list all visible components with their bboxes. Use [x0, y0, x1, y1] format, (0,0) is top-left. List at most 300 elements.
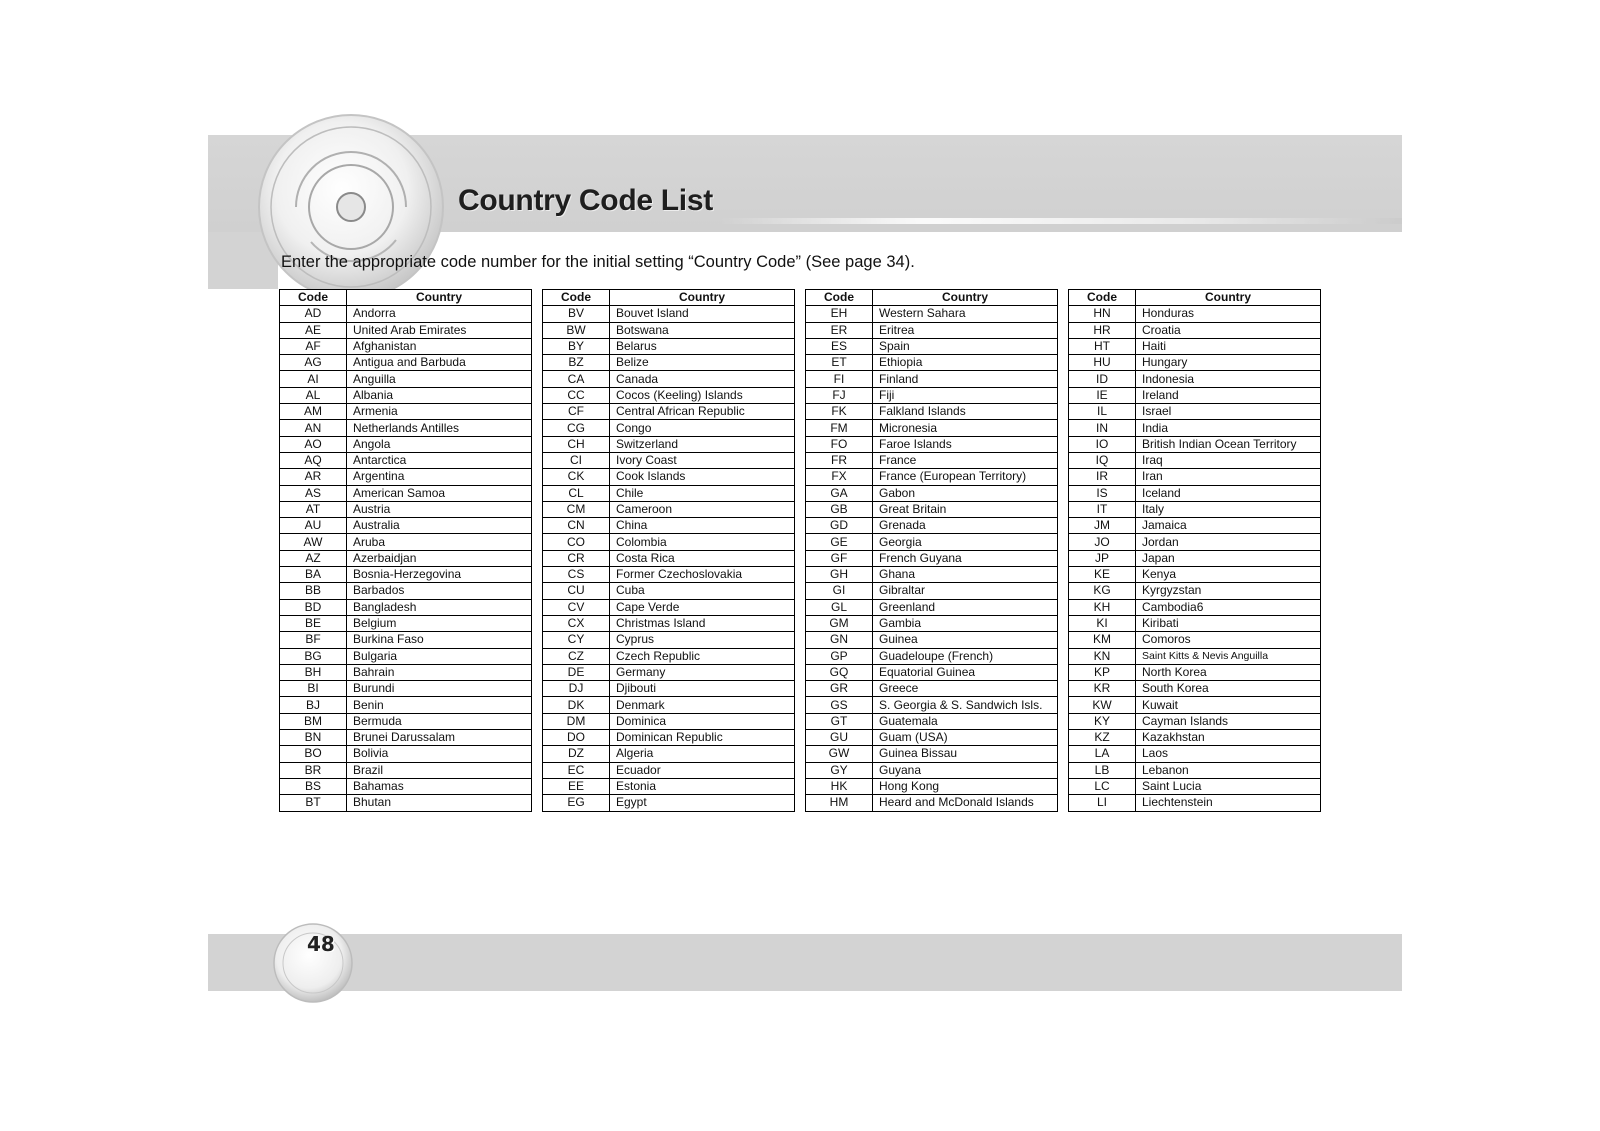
- table-row: [280, 713, 532, 729]
- country-name-cell: Ecuador: [610, 762, 795, 778]
- disc-icon: [256, 112, 446, 302]
- country-name-cell: Armenia: [347, 404, 532, 420]
- country-name-cell: Gambia: [873, 615, 1058, 631]
- country-name-cell: South Korea: [1136, 681, 1321, 697]
- table-row: [280, 485, 532, 501]
- table-row: [543, 615, 795, 631]
- table-row: [1069, 469, 1321, 485]
- country-name-cell: Chile: [610, 485, 795, 501]
- page-number: 48: [307, 932, 335, 956]
- table-row: [280, 534, 532, 550]
- country-name-cell: Aruba: [347, 534, 532, 550]
- table-row: [1069, 664, 1321, 680]
- country-code-cell: DK: [543, 697, 610, 713]
- country-name-cell: Bolivia: [347, 746, 532, 762]
- country-name-cell: Gabon: [873, 485, 1058, 501]
- country-name-cell: Dominica: [610, 713, 795, 729]
- country-name-cell: Belarus: [610, 338, 795, 354]
- country-name-cell: Micronesia: [873, 420, 1058, 436]
- country-name-cell: Greenland: [873, 599, 1058, 615]
- table-row: [543, 730, 795, 746]
- country-name-cell: Ireland: [1136, 387, 1321, 403]
- country-code-cell: AN: [280, 420, 347, 436]
- country-code-cell: GA: [806, 485, 873, 501]
- table-header-row: [280, 290, 532, 306]
- country-code-cell: AZ: [280, 550, 347, 566]
- country-code-cell: AT: [280, 501, 347, 517]
- country-code-cell: AG: [280, 355, 347, 371]
- country-code-cell: FK: [806, 404, 873, 420]
- country-code-table: [542, 289, 795, 812]
- country-code-cell: GB: [806, 501, 873, 517]
- country-code-cell: CA: [543, 371, 610, 387]
- table-row: [806, 762, 1058, 778]
- country-name-cell: Albania: [347, 387, 532, 403]
- country-code-cell: BB: [280, 583, 347, 599]
- country-name-cell: Burkina Faso: [347, 632, 532, 648]
- table-row: [543, 746, 795, 762]
- country-code-cell: FM: [806, 420, 873, 436]
- country-code-cell: CY: [543, 632, 610, 648]
- table-row: [280, 583, 532, 599]
- country-code-cell: KH: [1069, 599, 1136, 615]
- country-code-cell: FX: [806, 469, 873, 485]
- country-name-cell: Cuba: [610, 583, 795, 599]
- table-row: [543, 632, 795, 648]
- table-row: [280, 648, 532, 664]
- country-name-cell: Azerbaidjan: [347, 550, 532, 566]
- country-name-cell: Guinea Bissau: [873, 746, 1058, 762]
- country-name-cell: Liechtenstein: [1136, 795, 1321, 811]
- country-code-cell: LB: [1069, 762, 1136, 778]
- country-name-cell: Saint Kitts & Nevis Anguilla: [1136, 648, 1321, 664]
- table-header-row: [543, 290, 795, 306]
- table-row: [806, 355, 1058, 371]
- table-row: [280, 632, 532, 648]
- country-code-cell: BG: [280, 648, 347, 664]
- country-code-cell: BE: [280, 615, 347, 631]
- table-row: [806, 583, 1058, 599]
- country-name-cell: Barbados: [347, 583, 532, 599]
- table-row: [806, 746, 1058, 762]
- country-name-cell: Western Sahara: [873, 306, 1058, 322]
- country-name-cell: Burundi: [347, 681, 532, 697]
- country-code-cell: BD: [280, 599, 347, 615]
- country-code-cell: LA: [1069, 746, 1136, 762]
- country-name-cell: United Arab Emirates: [347, 322, 532, 338]
- table-row: [280, 550, 532, 566]
- country-name-cell: British Indian Ocean Territory: [1136, 436, 1321, 452]
- table-row: [806, 664, 1058, 680]
- country-name-cell: Iraq: [1136, 452, 1321, 468]
- table-row: [543, 387, 795, 403]
- table-row: [280, 681, 532, 697]
- country-name-cell: Bahrain: [347, 664, 532, 680]
- footer-band: [208, 934, 1402, 991]
- country-code-cell: GW: [806, 746, 873, 762]
- code-column-header: Code: [1069, 290, 1136, 306]
- country-name-cell: Czech Republic: [610, 648, 795, 664]
- table-row: [1069, 567, 1321, 583]
- country-name-cell: Japan: [1136, 550, 1321, 566]
- country-code-cell: GP: [806, 648, 873, 664]
- country-code-cell: CN: [543, 518, 610, 534]
- country-code-cell: AS: [280, 485, 347, 501]
- table-row: [1069, 436, 1321, 452]
- country-name-cell: Grenada: [873, 518, 1058, 534]
- country-name-cell: Haiti: [1136, 338, 1321, 354]
- country-name-cell: Israel: [1136, 404, 1321, 420]
- table-row: [543, 713, 795, 729]
- table-row: [1069, 730, 1321, 746]
- country-code-cell: AW: [280, 534, 347, 550]
- country-code-cell: LI: [1069, 795, 1136, 811]
- table-row: [1069, 778, 1321, 794]
- table-row: [1069, 615, 1321, 631]
- code-column-header: Code: [280, 290, 347, 306]
- country-code-cell: CG: [543, 420, 610, 436]
- country-code-cell: AM: [280, 404, 347, 420]
- table-row: [543, 664, 795, 680]
- country-code-cell: BW: [543, 322, 610, 338]
- country-code-cell: AD: [280, 306, 347, 322]
- country-name-cell: Guadeloupe (French): [873, 648, 1058, 664]
- country-code-cell: KZ: [1069, 730, 1136, 746]
- country-code-cell: KW: [1069, 697, 1136, 713]
- table-row: [1069, 632, 1321, 648]
- country-name-cell: Bosnia-Herzegovina: [347, 567, 532, 583]
- country-name-cell: Hungary: [1136, 355, 1321, 371]
- country-name-cell: Costa Rica: [610, 550, 795, 566]
- country-code-cell: CH: [543, 436, 610, 452]
- country-name-cell: Guyana: [873, 762, 1058, 778]
- table-row: [543, 420, 795, 436]
- country-name-cell: France: [873, 452, 1058, 468]
- country-name-cell: S. Georgia & S. Sandwich Isls.: [873, 697, 1058, 713]
- country-name-cell: Brunei Darussalam: [347, 730, 532, 746]
- country-code-cell: BZ: [543, 355, 610, 371]
- header-highlight: [720, 218, 1402, 224]
- country-name-cell: Djibouti: [610, 681, 795, 697]
- intro-text: Enter the appropriate code number for the initial setting “Country Code” (See page 34).: [281, 253, 915, 271]
- country-name-cell: Egypt: [610, 795, 795, 811]
- table-row: [806, 632, 1058, 648]
- table-row: [1069, 501, 1321, 517]
- country-name-cell: Kiribati: [1136, 615, 1321, 631]
- country-code-cell: CU: [543, 583, 610, 599]
- table-row: [543, 436, 795, 452]
- country-name-cell: Dominican Republic: [610, 730, 795, 746]
- table-row: [543, 648, 795, 664]
- country-code-cell: EC: [543, 762, 610, 778]
- country-code-cell: HT: [1069, 338, 1136, 354]
- country-code-cell: ET: [806, 355, 873, 371]
- table-row: [280, 387, 532, 403]
- country-code-cell: ES: [806, 338, 873, 354]
- country-code-cell: CZ: [543, 648, 610, 664]
- table-row: [543, 306, 795, 322]
- table-row: [1069, 306, 1321, 322]
- code-column-header: Code: [543, 290, 610, 306]
- country-name-cell: Colombia: [610, 534, 795, 550]
- country-code-cell: KG: [1069, 583, 1136, 599]
- country-name-cell: Antigua and Barbuda: [347, 355, 532, 371]
- country-code-cell: KY: [1069, 713, 1136, 729]
- country-code-cell: FJ: [806, 387, 873, 403]
- country-name-cell: Eritrea: [873, 322, 1058, 338]
- country-code-cell: GE: [806, 534, 873, 550]
- country-name-cell: China: [610, 518, 795, 534]
- country-name-cell: Cambodia6: [1136, 599, 1321, 615]
- country-name-cell: Bahamas: [347, 778, 532, 794]
- table-row: [806, 518, 1058, 534]
- table-header-row: [1069, 290, 1321, 306]
- table-row: [280, 404, 532, 420]
- table-row: [1069, 681, 1321, 697]
- table-row: [280, 778, 532, 794]
- country-code-cell: CX: [543, 615, 610, 631]
- country-name-cell: Great Britain: [873, 501, 1058, 517]
- country-code-cell: GH: [806, 567, 873, 583]
- country-code-cell: KI: [1069, 615, 1136, 631]
- country-name-cell: American Samoa: [347, 485, 532, 501]
- table-row: [280, 338, 532, 354]
- table-row: [1069, 404, 1321, 420]
- country-code-cell: GU: [806, 730, 873, 746]
- country-code-cell: EE: [543, 778, 610, 794]
- country-code-cell: GN: [806, 632, 873, 648]
- country-name-cell: Austria: [347, 501, 532, 517]
- country-code-cell: GT: [806, 713, 873, 729]
- country-code-table: [1068, 289, 1321, 812]
- country-code-cell: GL: [806, 599, 873, 615]
- country-code-cell: GF: [806, 550, 873, 566]
- table-row: [1069, 550, 1321, 566]
- table-row: [280, 469, 532, 485]
- country-code-cell: IT: [1069, 501, 1136, 517]
- country-code-cell: CR: [543, 550, 610, 566]
- country-name-cell: Angola: [347, 436, 532, 452]
- country-code-cell: AF: [280, 338, 347, 354]
- country-name-cell: India: [1136, 420, 1321, 436]
- table-row: [806, 730, 1058, 746]
- country-name-cell: Indonesia: [1136, 371, 1321, 387]
- table-row: [543, 404, 795, 420]
- country-code-cell: CI: [543, 452, 610, 468]
- country-name-cell: Heard and McDonald Islands: [873, 795, 1058, 811]
- country-code-cell: CK: [543, 469, 610, 485]
- country-name-cell: Cook Islands: [610, 469, 795, 485]
- country-name-cell: Bulgaria: [347, 648, 532, 664]
- table-row: [543, 697, 795, 713]
- country-name-cell: Iran: [1136, 469, 1321, 485]
- table-row: [1069, 322, 1321, 338]
- country-name-cell: Anguilla: [347, 371, 532, 387]
- country-name-cell: Netherlands Antilles: [347, 420, 532, 436]
- table-row: [806, 436, 1058, 452]
- table-row: [1069, 795, 1321, 811]
- country-code-cell: GM: [806, 615, 873, 631]
- country-name-cell: Australia: [347, 518, 532, 534]
- country-code-cell: CV: [543, 599, 610, 615]
- country-name-cell: Argentina: [347, 469, 532, 485]
- table-row: [280, 436, 532, 452]
- country-code-cell: IL: [1069, 404, 1136, 420]
- table-row: [1069, 485, 1321, 501]
- country-code-cell: CL: [543, 485, 610, 501]
- country-name-cell: Ivory Coast: [610, 452, 795, 468]
- table-row: [1069, 599, 1321, 615]
- country-name-cell: Fiji: [873, 387, 1058, 403]
- country-code-cell: KR: [1069, 681, 1136, 697]
- country-code-cell: CC: [543, 387, 610, 403]
- country-code-cell: GY: [806, 762, 873, 778]
- table-row: [543, 355, 795, 371]
- country-name-cell: Central African Republic: [610, 404, 795, 420]
- country-code-cell: JM: [1069, 518, 1136, 534]
- table-row: [806, 648, 1058, 664]
- table-row: [543, 322, 795, 338]
- country-name-cell: Jordan: [1136, 534, 1321, 550]
- country-code-cell: FR: [806, 452, 873, 468]
- country-code-cell: BH: [280, 664, 347, 680]
- country-name-cell: Bermuda: [347, 713, 532, 729]
- table-row: [543, 371, 795, 387]
- country-name-cell: Cayman Islands: [1136, 713, 1321, 729]
- country-code-cell: CO: [543, 534, 610, 550]
- country-code-tables: [279, 289, 1321, 812]
- country-name-cell: Former Czechoslovakia: [610, 567, 795, 583]
- country-name-cell: Honduras: [1136, 306, 1321, 322]
- table-row: [543, 762, 795, 778]
- country-name-cell: Andorra: [347, 306, 532, 322]
- country-code-cell: FO: [806, 436, 873, 452]
- table-row: [806, 550, 1058, 566]
- table-row: [280, 518, 532, 534]
- country-code-table: [805, 289, 1058, 812]
- country-code-cell: JP: [1069, 550, 1136, 566]
- table-row: [806, 615, 1058, 631]
- country-code-cell: BR: [280, 762, 347, 778]
- country-code-cell: HN: [1069, 306, 1136, 322]
- country-code-cell: KP: [1069, 664, 1136, 680]
- country-name-cell: Benin: [347, 697, 532, 713]
- country-name-cell: France (European Territory): [873, 469, 1058, 485]
- country-name-cell: Comoros: [1136, 632, 1321, 648]
- table-row: [806, 485, 1058, 501]
- table-row: [280, 599, 532, 615]
- country-code-cell: CS: [543, 567, 610, 583]
- country-code-cell: AR: [280, 469, 347, 485]
- table-row: [1069, 355, 1321, 371]
- country-name-cell: Cocos (Keeling) Islands: [610, 387, 795, 403]
- table-row: [280, 420, 532, 436]
- table-row: [1069, 697, 1321, 713]
- table-row: [1069, 371, 1321, 387]
- country-code-cell: EH: [806, 306, 873, 322]
- country-name-cell: Lebanon: [1136, 762, 1321, 778]
- country-code-cell: LC: [1069, 778, 1136, 794]
- country-code-cell: JO: [1069, 534, 1136, 550]
- country-name-cell: Germany: [610, 664, 795, 680]
- page-title: Country Code List: [458, 184, 713, 217]
- country-name-cell: Laos: [1136, 746, 1321, 762]
- country-code-cell: BJ: [280, 697, 347, 713]
- table-row: [543, 681, 795, 697]
- country-code-cell: BN: [280, 730, 347, 746]
- country-column-header: Country: [873, 290, 1058, 306]
- country-name-cell: Italy: [1136, 501, 1321, 517]
- country-name-cell: Bhutan: [347, 795, 532, 811]
- country-name-cell: Cape Verde: [610, 599, 795, 615]
- table-row: [806, 469, 1058, 485]
- country-code-cell: AE: [280, 322, 347, 338]
- country-name-cell: North Korea: [1136, 664, 1321, 680]
- table-row: [543, 795, 795, 811]
- table-row: [1069, 746, 1321, 762]
- country-name-cell: Kyrgyzstan: [1136, 583, 1321, 599]
- table-row: [1069, 452, 1321, 468]
- table-row: [543, 778, 795, 794]
- country-code-cell: ID: [1069, 371, 1136, 387]
- country-name-cell: Congo: [610, 420, 795, 436]
- table-row: [280, 355, 532, 371]
- table-row: [280, 730, 532, 746]
- table-row: [806, 599, 1058, 615]
- country-code-cell: DO: [543, 730, 610, 746]
- table-row: [280, 762, 532, 778]
- country-name-cell: Belize: [610, 355, 795, 371]
- country-name-cell: Ethiopia: [873, 355, 1058, 371]
- country-name-cell: Cameroon: [610, 501, 795, 517]
- country-name-cell: Gibraltar: [873, 583, 1058, 599]
- table-row: [280, 615, 532, 631]
- country-code-cell: IQ: [1069, 452, 1136, 468]
- country-name-cell: Canada: [610, 371, 795, 387]
- table-row: [543, 567, 795, 583]
- country-name-cell: Kazakhstan: [1136, 730, 1321, 746]
- table-row: [806, 338, 1058, 354]
- country-name-cell: Jamaica: [1136, 518, 1321, 534]
- table-row: [1069, 420, 1321, 436]
- table-row: [806, 501, 1058, 517]
- country-name-cell: Georgia: [873, 534, 1058, 550]
- table-row: [280, 567, 532, 583]
- country-code-cell: KE: [1069, 567, 1136, 583]
- table-row: [543, 599, 795, 615]
- country-name-cell: Hong Kong: [873, 778, 1058, 794]
- country-code-cell: ER: [806, 322, 873, 338]
- country-name-cell: Bouvet Island: [610, 306, 795, 322]
- country-code-cell: GD: [806, 518, 873, 534]
- country-code-cell: BV: [543, 306, 610, 322]
- table-row: [280, 452, 532, 468]
- table-row: [543, 501, 795, 517]
- country-name-cell: Antarctica: [347, 452, 532, 468]
- country-name-cell: Guatemala: [873, 713, 1058, 729]
- country-code-cell: DE: [543, 664, 610, 680]
- country-name-cell: Bangladesh: [347, 599, 532, 615]
- table-row: [806, 387, 1058, 403]
- country-code-cell: IO: [1069, 436, 1136, 452]
- country-name-cell: Kuwait: [1136, 697, 1321, 713]
- country-name-cell: Faroe Islands: [873, 436, 1058, 452]
- table-row: [543, 469, 795, 485]
- country-column-header: Country: [347, 290, 532, 306]
- country-code-cell: HM: [806, 795, 873, 811]
- table-row: [543, 452, 795, 468]
- country-name-cell: Spain: [873, 338, 1058, 354]
